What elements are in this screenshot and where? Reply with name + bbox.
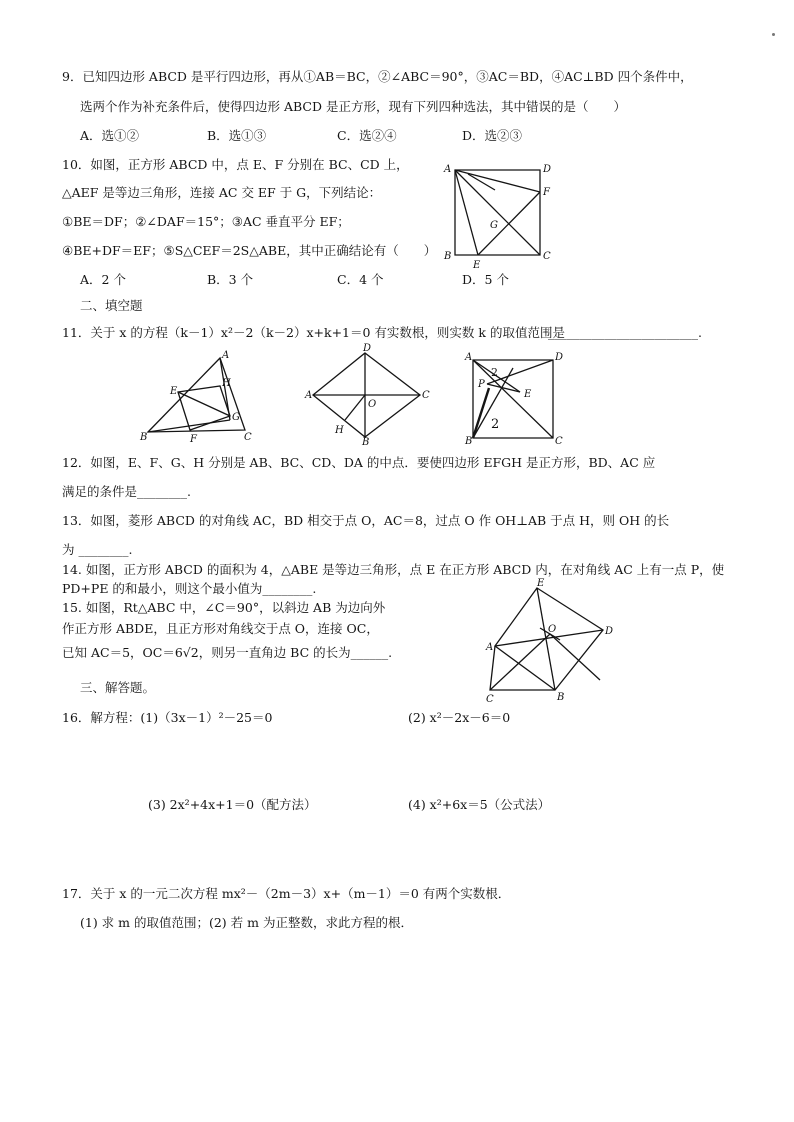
- extension-line: [550, 634, 600, 680]
- q15-line3: 已知 AC＝5，OC＝6√2，则另一直角边 BC 的长为______.: [62, 645, 393, 660]
- label-e: E: [537, 578, 545, 589]
- handwritten-2-top: 2: [491, 366, 498, 379]
- q17-line1: 17．关于 x 的一元二次方程 mx²－（2m－3）x+（m－1）＝0 有两个实数根．: [62, 886, 511, 901]
- label-d: D: [605, 626, 614, 637]
- segment-oh: [345, 395, 365, 420]
- section-3-heading: 三、解答题。: [80, 680, 156, 695]
- label-o: O: [368, 399, 377, 410]
- q13-rhombus-figure: [305, 343, 435, 448]
- q11-text: 11．关于 x 的方程（k－1）x²－2（k－2）x+k+1＝0 有实数根，则实数 k 的取值范围是: [62, 325, 565, 340]
- label-c: C: [422, 390, 430, 401]
- label-c: C: [486, 694, 494, 705]
- label-d: D: [555, 352, 564, 363]
- label-p: P: [478, 379, 485, 390]
- q12-line1: 12．如图，E、F、G、H 分别是 AB、BC、CD、DA 的中点．要使四边形 EFGH 是正方形，BD、AC 应: [62, 455, 656, 470]
- label-d: D: [363, 343, 372, 354]
- label-h: H: [335, 425, 344, 436]
- label-b: B: [444, 251, 452, 262]
- label-a: A: [486, 642, 494, 653]
- label-f: F: [543, 187, 550, 198]
- square-abde: [495, 588, 603, 690]
- label-b: B: [557, 692, 565, 703]
- q16-part4: (4) x²+6x＝5（公式法）: [408, 797, 551, 812]
- label-a: A: [444, 164, 452, 175]
- label-g: G: [232, 412, 240, 423]
- q9-line1: 9．已知四边形 ABCD 是平行四边形，再从①AB＝BC，②∠ABC＝90°，③AC＝BD，④AC⊥BD 四个条件中，: [62, 69, 693, 84]
- q10-option-d: D．5 个: [462, 272, 509, 287]
- q13-line2: 为 ________.: [62, 542, 133, 557]
- label-b: B: [465, 436, 473, 447]
- handwritten-2-bottom: 2: [491, 417, 500, 432]
- q9-option-a: A．选①②: [80, 128, 140, 143]
- label-a: A: [222, 350, 230, 361]
- q15-line2: 作正方形 ABDE，且正方形对角线交于点 O，连接 OC，: [62, 621, 379, 636]
- q10-option-a: A．2 个: [80, 272, 126, 287]
- label-d: D: [543, 164, 552, 175]
- label-a: A: [465, 352, 473, 363]
- q10-option-b: B．3 个: [207, 272, 254, 287]
- label-h: H: [222, 378, 231, 389]
- label-c: C: [244, 432, 252, 443]
- label-b: B: [362, 437, 370, 448]
- label-b: B: [140, 432, 148, 443]
- outer-triangle: [148, 358, 245, 432]
- q16-part1: 16．解方程：(1)（3x－1）²－25＝0: [62, 710, 273, 725]
- q10-line3: ①BE＝DF；②∠DAF＝15°；③AC 垂直平分 EF；: [62, 214, 350, 229]
- q14-line2: PD+PE 的和最小，则这个最小值为________.: [62, 581, 317, 596]
- q10-line1: 10．如图，正方形 ABCD 中，点 E、F 分别在 BC、CD 上，: [62, 157, 409, 172]
- q16-part2: (2) x²－2x－6＝0: [408, 710, 511, 725]
- q9-option-c: C．选②④: [337, 128, 397, 143]
- segment-ae: [455, 170, 478, 255]
- scan-speck: [772, 33, 775, 36]
- q10-option-c: C．4 个: [337, 272, 384, 287]
- q16-part3: (3) 2x²+4x+1＝0（配方法）: [148, 797, 317, 812]
- label-e: E: [170, 386, 178, 397]
- label-a: A: [305, 390, 313, 401]
- q9-line2: 选两个作为补充条件后，使得四边形 ABCD 是正方形，现有下列四种选法，其中错误的是（ ）: [80, 99, 626, 114]
- label-f: F: [190, 434, 197, 445]
- q14-line1: 14. 如图，正方形 ABCD 的面积为 4，△ABE 是等边三角形，点 E 在正方形 ABCD 内，在对角线 AC 上有一点 P，使: [62, 562, 725, 577]
- q9-option-b: B．选①③: [207, 128, 267, 143]
- section-2-heading: 二、填空题: [80, 298, 143, 313]
- q15-square-figure: [485, 578, 625, 703]
- q10-line4: ④BE+DF＝EF；⑤S△CEF＝2S△ABE，其中正确结论有（ ）: [62, 243, 437, 258]
- label-o: O: [548, 624, 557, 635]
- segment-af: [455, 170, 540, 192]
- diagonal-ac: [455, 170, 540, 255]
- label-e: E: [473, 260, 481, 271]
- label-e: E: [524, 389, 532, 400]
- q10-square-figure: [440, 160, 560, 270]
- q15-line1: 15. 如图，Rt△ABC 中，∠C＝90°，以斜边 AB 为边向外: [62, 600, 386, 615]
- q12-line2: 满足的条件是________.: [62, 484, 191, 499]
- q12-quadrilateral-figure: [140, 350, 260, 445]
- q13-line1: 13．如图，菱形 ABCD 的对角线 AC，BD 相交于点 O，AC＝8，过点 O 作 OH⊥AB 于点 H，则 OH 的长: [62, 513, 670, 528]
- label-c: C: [555, 436, 563, 447]
- q9-option-d: D．选②③: [462, 128, 523, 143]
- q14-square-figure: [465, 352, 565, 447]
- label-g: G: [490, 220, 498, 231]
- q17-line2: (1) 求 m 的取值范围；(2) 若 m 为正整数，求此方程的根．: [80, 915, 413, 930]
- label-c: C: [543, 251, 551, 262]
- q11-blank: ________________________.: [548, 325, 702, 340]
- q10-line2: △AEF 是等边三角形，连接 AC 交 EF 于 G，下列结论：: [62, 185, 382, 200]
